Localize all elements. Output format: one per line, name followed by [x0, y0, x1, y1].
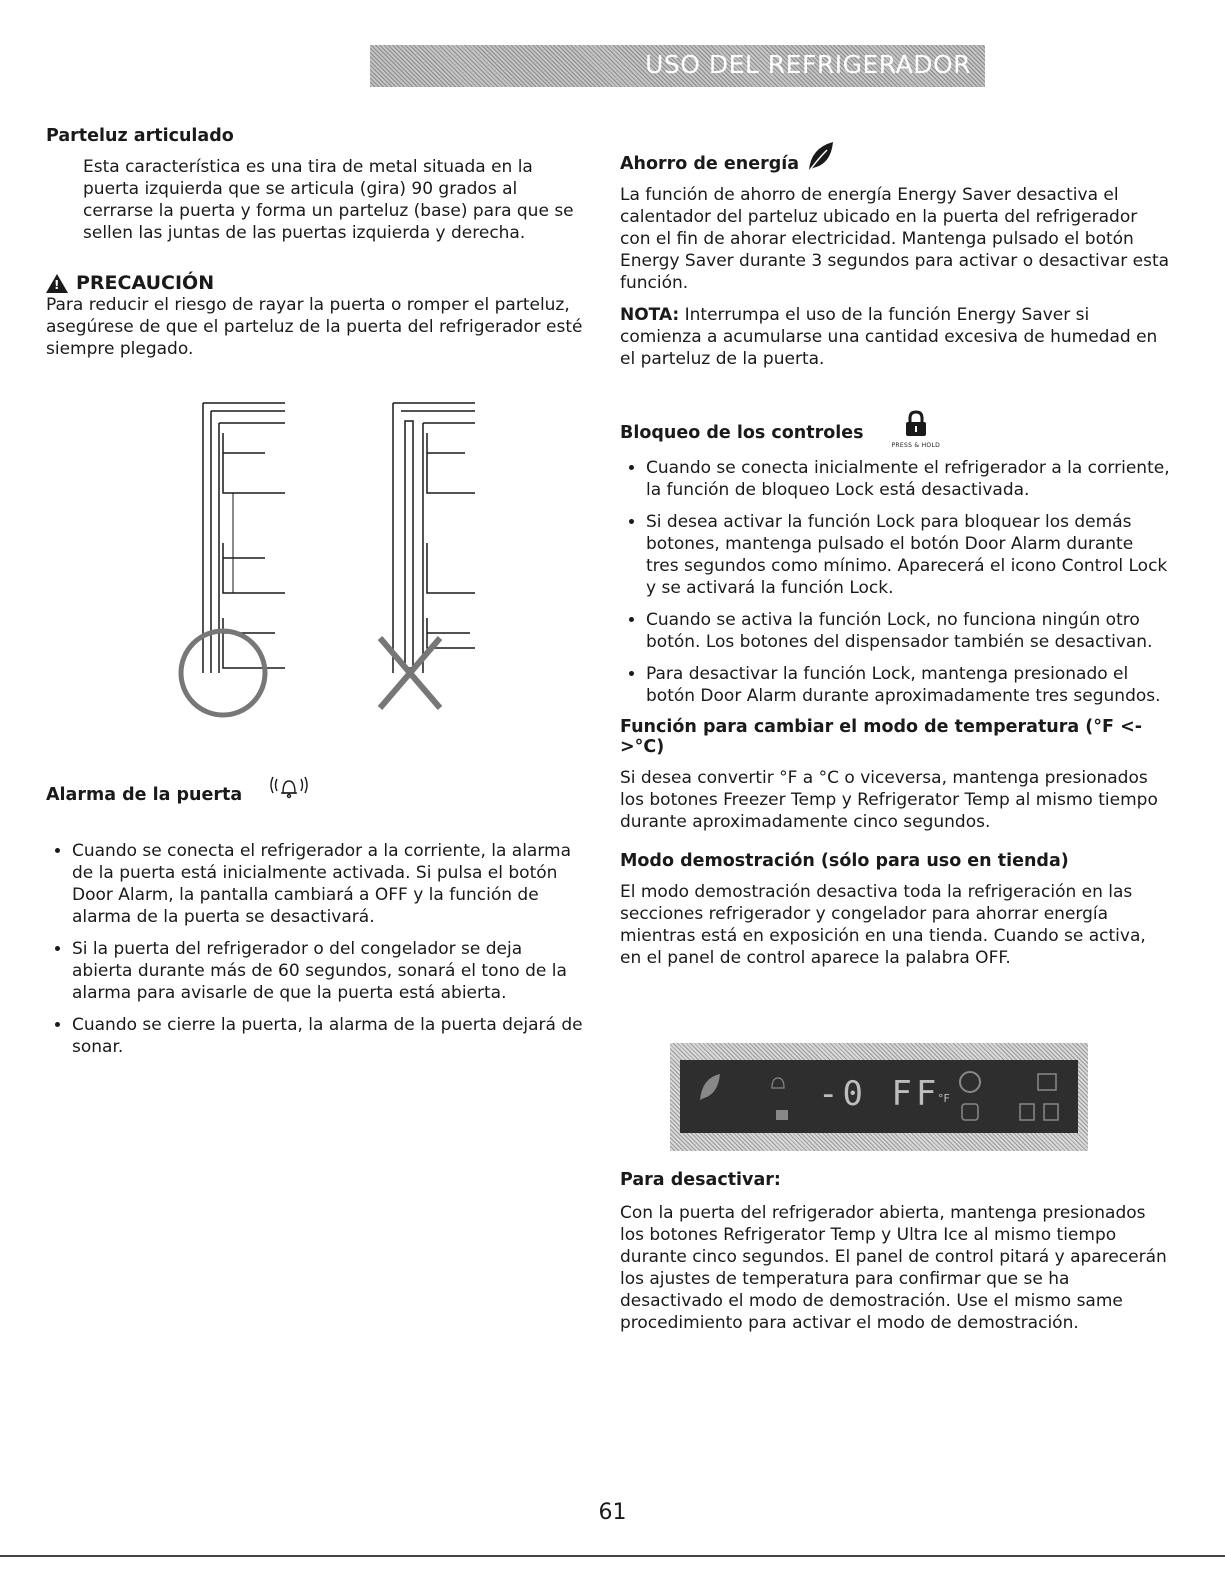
door-alarm-heading: Alarma de la puerta	[46, 785, 243, 805]
caution-body: Para reducir el riesgo de rayar la puerta o romper el parteluz, asegúrese de que el parteluz de la puerta del refrigerador esté siempre plegado.	[46, 295, 583, 359]
deactivate-body: Con la puerta del refrigerador abierta, mantenga presionados los botones Refrigerator Temp y Ultra Ice al mismo tiempo durante cinco segundos. El panel de control pitará y aparecerán los ajustes de temperatura para confirmar que se ha desactivado el modo de demostración. Use el mismo same procedimiento para activar el modo de demostración.	[620, 1203, 1167, 1333]
energy-body: La función de ahorro de energía Energy Saver desactiva el calentador del parteluz ubicado en la puerta del refrigerador con el fin de ahorar electricidad. Mantenga pulsado el botón Energy Saver durante 3 segundos para activar o desactivar esta función.	[620, 185, 1170, 293]
leaf-icon	[805, 140, 835, 176]
deactivate-section	[620, 1170, 1170, 1334]
parteluz-body: Esta característica es una tira de metal situada en la puerta izquierda que se articula (gira) 90 grados al cerrarse la puerta y forma un parteluz (base) para que se sellen las juntas de las puertas izquierda y derecha.	[83, 157, 574, 243]
ice-icon	[1038, 1074, 1056, 1090]
lock-heading-row	[620, 404, 1170, 449]
list-item: • Cuando se activa la función Lock, no funciona ningún otro botón. Los botones del dispensador también se desactivan.	[646, 609, 1170, 653]
leaf-icon	[700, 1074, 720, 1100]
lock-icon	[902, 410, 930, 438]
control-panel-display	[680, 1060, 1078, 1133]
caution-title: PRECAUCIÓN	[76, 272, 215, 294]
list-item: • Cuando se conecta el refrigerador a la corriente, la alarma de la puerta está inicialmente activada. Si pulsa el botón Door Alarm, la pantalla cambiará a OFF y la función de alarma de la puerta se desactivará.	[72, 840, 586, 928]
door-alarm-heading-row	[46, 785, 586, 805]
demo-mode-heading: Modo demostración (sólo para uso en tienda)	[620, 851, 1069, 871]
incorrect-x-icon	[380, 638, 440, 708]
list-item: • Si desea activar la función Lock para bloquear los demás botones, mantenga pulsado el botón Door Alarm durante tres segundos como mínimo. Aparecerá el icono Control Lock y se activará la función Lock.	[646, 511, 1170, 599]
cup-icon	[1020, 1104, 1034, 1120]
bell-alarm-icon	[269, 773, 309, 803]
note-body: Interrumpa el uso de la función Energy Saver si comienza a acumularse una cantidad excesiva de humedad en el parteluz de la puerta.	[620, 305, 1158, 369]
footer-divider	[0, 1555, 1225, 1557]
display-readout: -0 FF	[818, 1074, 941, 1114]
list-item: • Para desactivar la función Lock, mantenga presionado el botón Door Alarm durante aproximadamente tres segundos.	[646, 663, 1170, 707]
bell-alarm-icon	[772, 1078, 784, 1088]
energy-note	[620, 304, 1170, 370]
energy-heading-row	[620, 140, 1170, 174]
temp-mode-body: Si desea convertir °F a °C o viceversa, mantenga presionados los botones Freezer Temp y Refrigerator Temp al mismo tiempo durante aproximadamente cinco segundos.	[620, 768, 1158, 832]
page-number: 61	[598, 1500, 627, 1525]
cup-icon	[1044, 1104, 1058, 1120]
lock-icon-group	[892, 410, 941, 449]
list-item: • Cuando se conecta inicialmente el refrigerador a la corriente, la función de bloqueo Lock está desactivada.	[646, 457, 1170, 501]
fan-icon	[960, 1072, 980, 1092]
left-column	[46, 126, 586, 360]
warning-icon: !	[46, 274, 68, 293]
door-alarm-list-wrap	[46, 840, 586, 1068]
door-alarm-list	[46, 840, 586, 1058]
lock-heading: Bloqueo de los controles	[620, 423, 864, 443]
lock-icon-caption: PRESS & HOLD	[891, 442, 941, 449]
right-column	[620, 140, 1170, 969]
temp-mode-heading: Función para cambiar el modo de temperatura (°F <->°C)	[620, 717, 1143, 757]
caution-heading	[46, 272, 586, 294]
energy-heading: Ahorro de energía	[620, 154, 800, 174]
list-item: • Cuando se cierre la puerta, la alarma de la puerta dejará de sonar.	[72, 1014, 586, 1058]
door-mullion-illustration	[175, 393, 495, 723]
control-panel-image	[670, 1043, 1088, 1151]
lock-icon	[776, 1110, 788, 1120]
section-banner	[370, 45, 985, 87]
filter-icon	[962, 1104, 978, 1120]
demo-mode-body: El modo demostración desactiva toda la refrigeración en las secciones refrigerador y congelador para ahorrar energía mientras está en exposición en una tienda. Cuando se activa, en el panel de control aparece la palabra OFF.	[620, 882, 1146, 968]
note-label: NOTA:	[620, 305, 680, 325]
deactivate-heading: Para desactivar:	[620, 1170, 781, 1190]
list-item: • Si la puerta del refrigerador o del congelador se deja abierta durante más de 60 segundos, sonará el tono de la alarma para avisarle de que la puerta está abierta.	[72, 938, 586, 1004]
lock-list	[620, 457, 1170, 707]
section-title: USO DEL REFRIGERADOR	[645, 50, 971, 79]
display-unit: °F	[938, 1092, 950, 1105]
parteluz-heading: Parteluz articulado	[46, 126, 234, 146]
